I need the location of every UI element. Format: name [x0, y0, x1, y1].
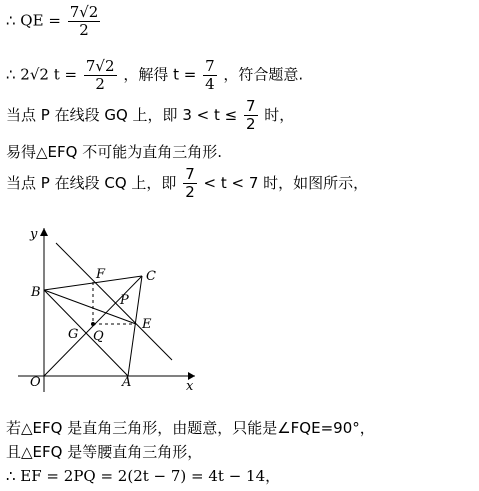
case-p-on-cq: 当点 P 在线段 CQ 上，即 $\frac{7}{2}$ < t < 7 时，如图所示， — [6, 165, 369, 201]
label-y: y — [30, 227, 38, 242]
fraction: $\frac{7}{4}$ — [205, 57, 215, 93]
y-axis-arrow — [40, 228, 48, 236]
label-a: A — [122, 375, 132, 390]
label-e: E — [142, 317, 152, 332]
line-falling — [56, 243, 172, 360]
fraction: $\frac{7}{2}$ — [185, 165, 195, 201]
fraction: $\frac{7√2}{2}$ — [69, 3, 99, 39]
right-angle-condition: 若△EFQ 是直角三角形，由题意，只能是∠FQE=90°， — [6, 419, 375, 437]
label-b: B — [31, 285, 41, 300]
label-o: O — [30, 375, 41, 390]
eq-prefix: ∴ QE = — [6, 11, 61, 30]
label-q: Q — [93, 329, 104, 344]
label-x: x — [186, 379, 194, 394]
label-c: C — [146, 269, 156, 284]
isosceles-condition: 且△EFQ 是等腰直角三角形， — [6, 443, 203, 461]
label-p: P — [120, 293, 129, 308]
equation-solve-t: ∴ 2√2 t = $\frac{7√2}{2}$ ，解得 t = $\frac{7}{4}$ ，符合题意. — [6, 57, 304, 93]
fraction: $\frac{7√2}{2}$ — [85, 57, 115, 93]
conclusion-not-right-triangle: 易得△EFQ 不可能为直角三角形. — [6, 143, 222, 161]
fraction: $\frac{7}{2}$ — [245, 97, 256, 133]
ef-equation: ∴ EF = 2PQ = 2(2t − 7) = 4t − 14， — [6, 467, 281, 485]
point-q — [91, 322, 95, 326]
label-f: F — [96, 267, 106, 282]
segment-ca — [128, 276, 142, 376]
case-p-on-gq: 当点 P 在线段 GQ 上，即 3 < t ≤ $\frac{7}{2}$ 时， — [6, 97, 295, 133]
label-g: G — [68, 327, 79, 342]
